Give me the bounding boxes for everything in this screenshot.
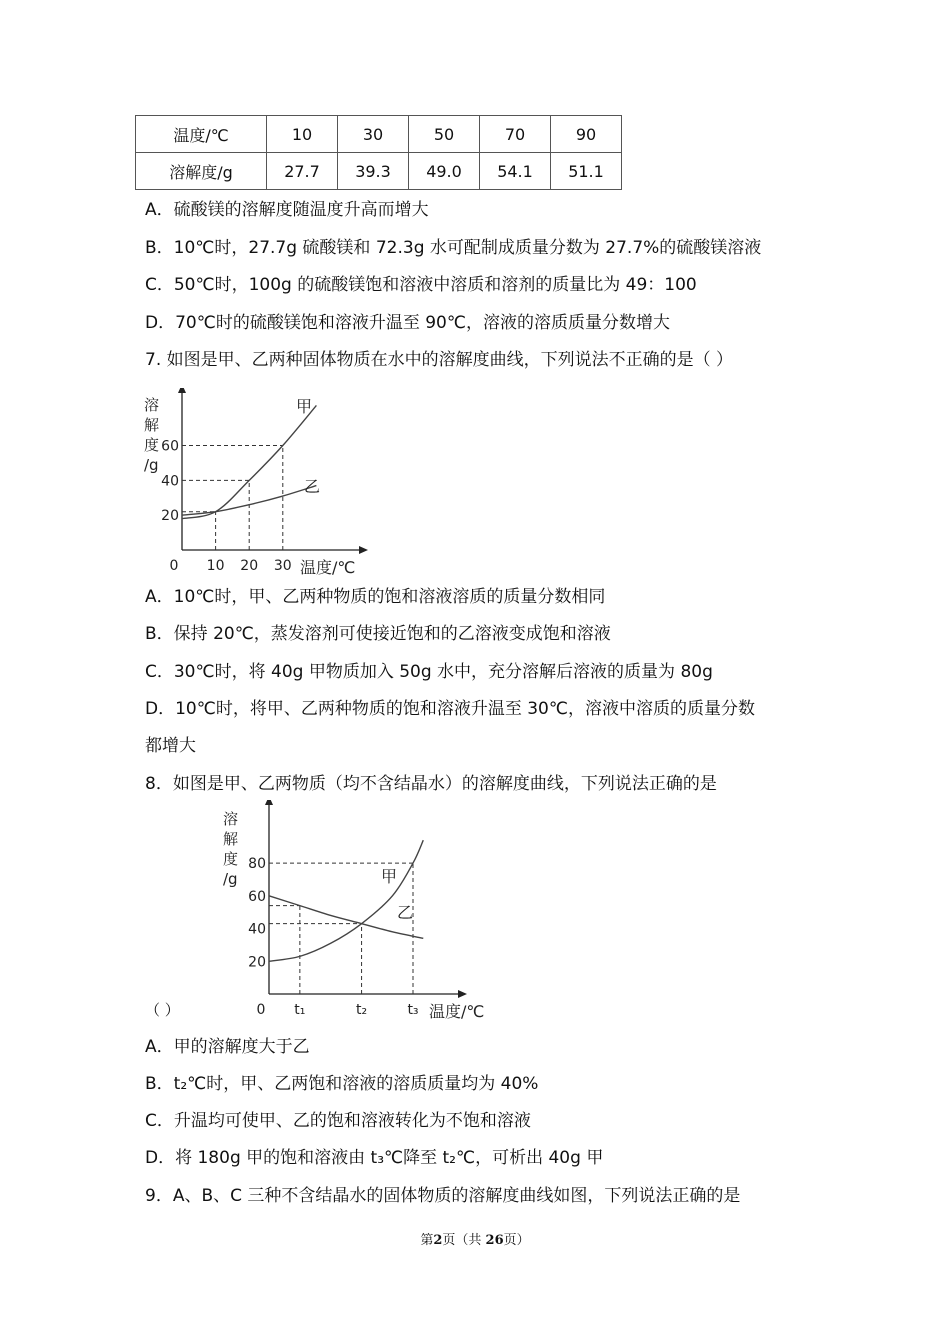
q7-option-d-cont: 都增大: [145, 736, 196, 756]
table-cell: 30: [338, 116, 409, 153]
y-tick-label: 60: [161, 438, 179, 455]
y-axis-label: 解: [144, 416, 160, 434]
solubility-table: [135, 115, 622, 190]
x-axis-arrow: [359, 546, 368, 554]
y-tick-label: 20: [248, 954, 266, 971]
table-cell: 27.7: [267, 153, 338, 190]
y-tick-label: 60: [248, 888, 266, 905]
q8-solubility-chart: [215, 800, 495, 1020]
q8-option-d: D．将 180g 甲的饱和溶液由 t₃℃降至 t₂℃，可析出 40g 甲: [145, 1148, 604, 1168]
y-tick-label: 40: [248, 921, 266, 938]
q6-option-d: D．70℃时的硫酸镁饱和溶液升温至 90℃，溶液的溶质质量分数增大: [145, 313, 670, 333]
table-cell: 39.3: [338, 153, 409, 190]
table-cell: 51.1: [551, 153, 622, 190]
q6-option-c: C．50℃时，100g 的硫酸镁饱和溶液中溶质和溶剂的质量比为 49：100: [145, 275, 697, 295]
y-axis-label: 解: [223, 830, 239, 848]
series-label: 乙: [397, 903, 414, 922]
footer-text: 页（共: [442, 1233, 486, 1248]
q8-option-a: A．甲的溶解度大于乙: [145, 1037, 310, 1057]
footer-text: 页）: [503, 1233, 530, 1248]
x-axis-label: 温度/℃: [429, 1002, 485, 1020]
table-cell: 90: [551, 116, 622, 153]
q8-option-b: B．t₂℃时，甲、乙两饱和溶液的溶质质量均为 40%: [145, 1074, 539, 1094]
q7-option-a: A．10℃时，甲、乙两种物质的饱和溶液溶质的质量分数相同: [145, 587, 606, 607]
x-tick-label: t₃: [407, 1002, 419, 1018]
q6-option-a: A．硫酸镁的溶解度随温度升高而增大: [145, 200, 429, 220]
x-tick-label: 0: [169, 558, 179, 574]
series-line-jia: [269, 840, 423, 961]
y-axis-label: 溶: [223, 810, 239, 828]
y-axis-label: 度: [144, 436, 160, 454]
x-tick-label: 0: [256, 1002, 266, 1018]
page-footer: [0, 1229, 950, 1248]
q7-option-b: B．保持 20℃，蒸发溶剂可使接近饱和的乙溶液变成饱和溶液: [145, 624, 611, 644]
q6-option-b: B．10℃时，27.7g 硫酸镁和 72.3g 水可配制成质量分数为 27.7%的硫酸镁溶液: [145, 238, 762, 258]
table-row: [136, 116, 622, 153]
table-cell: 10: [267, 116, 338, 153]
page-number: 2: [433, 1233, 443, 1248]
x-axis-label: 温度/℃: [300, 558, 356, 577]
y-tick-label: 20: [161, 508, 179, 525]
total-pages: 26: [485, 1233, 504, 1248]
x-axis-arrow: [458, 990, 467, 998]
table-cell: 溶解度/g: [136, 153, 267, 190]
y-axis-label: /g: [144, 456, 159, 474]
table-cell: 50: [409, 116, 480, 153]
x-tick-label: 30: [273, 558, 292, 574]
table-cell: 49.0: [409, 153, 480, 190]
x-tick-label: 10: [206, 558, 225, 574]
q7-option-d: D．10℃时，将甲、乙两种物质的饱和溶液升温至 30℃，溶液中溶质的质量分数: [145, 699, 755, 719]
x-tick-label: 20: [240, 558, 259, 574]
footer-text: 第: [420, 1233, 434, 1248]
table-cell: 温度/℃: [136, 116, 267, 153]
y-tick-label: 80: [248, 856, 266, 873]
q8-option-c: C．升温均可使甲、乙的饱和溶液转化为不饱和溶液: [145, 1111, 531, 1131]
table-cell: 70: [480, 116, 551, 153]
y-axis-arrow: [265, 800, 273, 805]
x-tick-label: t₁: [294, 1002, 306, 1018]
series-line-jia: [182, 405, 316, 518]
y-axis-arrow: [178, 388, 186, 393]
table-cell: 54.1: [480, 153, 551, 190]
series-label: 甲: [296, 397, 313, 416]
series-label: 甲: [381, 867, 398, 886]
q8-stem: 8．如图是甲、乙两物质（均不含结晶水）的溶解度曲线，下列说法正确的是: [145, 774, 717, 794]
y-axis-label: 度: [223, 850, 239, 868]
q7-solubility-chart: [140, 388, 380, 578]
q9-stem: 9．A、B、C 三种不含结晶水的固体物质的溶解度曲线如图，下列说法正确的是: [145, 1186, 741, 1206]
q7-stem: 7. 如图是甲、乙两种固体物质在水中的溶解度曲线，下列说法不正确的是（ ）: [145, 350, 734, 370]
series-label: 乙: [304, 477, 321, 496]
table-row: [136, 153, 622, 190]
q8-answer-paren: （ ）: [145, 1001, 180, 1019]
y-axis-label: 溶: [144, 396, 160, 414]
y-tick-label: 40: [161, 473, 179, 490]
x-tick-label: t₂: [356, 1002, 368, 1018]
y-axis-label: /g: [223, 870, 238, 888]
q7-option-c: C．30℃时，将 40g 甲物质加入 50g 水中，充分溶解后溶液的质量为 80g: [145, 662, 713, 682]
